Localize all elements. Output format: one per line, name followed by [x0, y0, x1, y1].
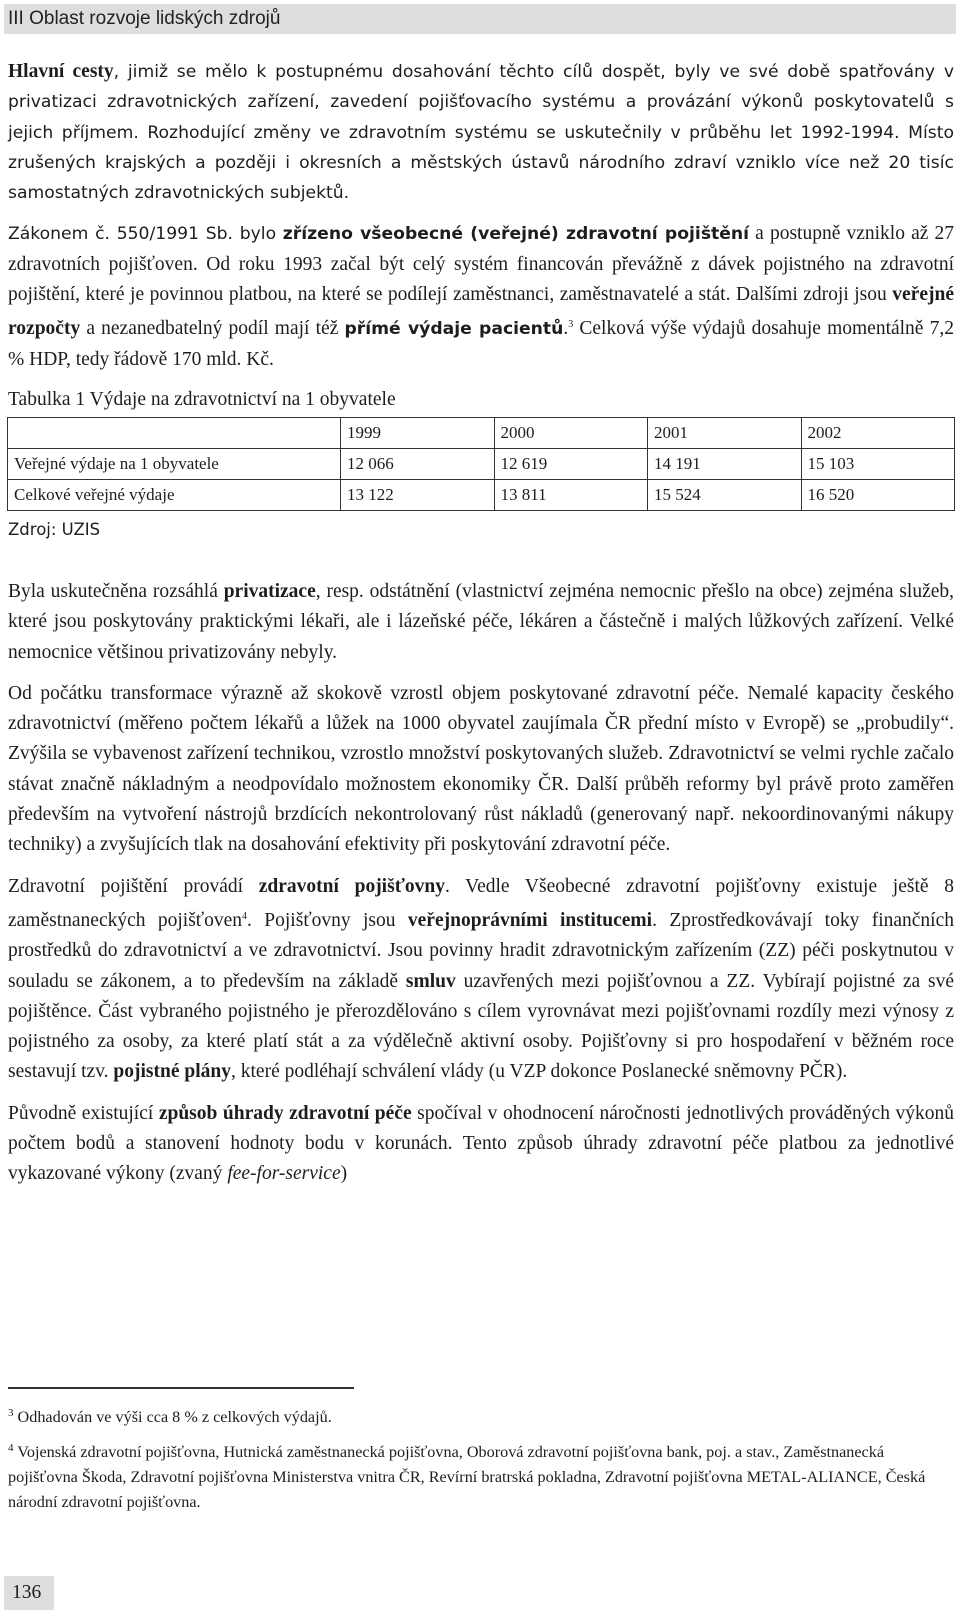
paragraph-text: , jimiž se mělo k postupnému dosahování těchto cílů dospět, byly ve své době spatřovány v privatizaci zdravotnických zařízení, zavedení pojišťovacího systému a provázání výkonů poskytovatelů s jejich příjmem. Rozhodující změny ve zdravotním systému se uskutečnily v průběhu let 1992-1994. Místo zrušených krajských a později i okresních a městských ústavů národního zdraví vzniklo více než 20 tisíc samostatných zdravotnických subjektů.	[8, 62, 954, 204]
footnote-text: Vojenská zdravotní pojišťovna, Hutnická zaměstnanecká pojišťovna, Oborová zdravotní pojišťovna bank, poj. a stav., Zaměstnanecká pojišťovna Škoda, Zdravotní pojišťovna Ministerstva vnitra ČR, Revírní bratrská pokladna, Zdravotní pojišťovna METAL-ALIANCE, Česká národní zdravotní pojišťovna.	[8, 1443, 926, 1511]
paragraph-text: , které podléhají schválení vlády (u VZP dokonce Poslanecké sněmovny PČR).	[231, 1061, 848, 1083]
expenditure-table	[7, 417, 955, 511]
paragraph-text: Zdravotní pojištění provádí	[8, 875, 259, 897]
row-label: Celkové veřejné výdaje	[8, 479, 341, 510]
table-caption: Tabulka 1 Výdaje na zdravotnictví na 1 obyvatele	[8, 388, 396, 410]
footnote-number: 4	[8, 1442, 14, 1454]
year-header: 1999	[341, 417, 495, 448]
table-cell: 12 619	[494, 448, 648, 479]
row-label: Veřejné výdaje na 1 obyvatele	[8, 448, 341, 479]
year-header: 2001	[648, 417, 802, 448]
paragraph-transformation: Od počátku transformace výrazně až skokově vzrostl objem poskytované zdravotní péče. Nemalé kapacity českého zdravotnictví (měřeno počtem lékařů a lůžek na 1000 obyvatel zaujímala ČR přední místo v Evropě) se „probudily“. Zvýšila se vybavenost zařízení technikou, vzrostlo množství poskytovaných služeb. Zdravotnictví se velmi rychle začalo stávat značně nákladným a neodpovídalo možnostem ekonomiky ČR. Další průběh reformy byl právě proto zaměřen především na vytvoření nástrojů brzdících nekontrolovaný růst nákladů (generovaný např. nekoordinovanými nákupy techniky) a zvyšujících tlak na dosahování efektivity při poskytování zdravotní péče.	[8, 682, 954, 856]
paragraph-text: uzavřených mezi pojišťovnou a ZZ. Vybírají pojistné za své pojištěnce. Část vybraného pojistného je přerozdělováno s cílem vyrovnávat mezi pojišťovnami rozdíly mezi výnosy z pojistného za osoby, za které platí stát a za výdělečně aktivní osoby. Pojišťovny si pro hospodaření v běžném roce sestavují tzv.	[8, 970, 954, 1083]
footnote-ref[interactable]: 3	[568, 319, 574, 331]
italic-term: fee-for-service	[227, 1163, 341, 1185]
bold-term: zdravotní pojišťovny	[258, 875, 445, 897]
bold-term: smluv	[405, 970, 456, 992]
paragraph-text: Zákonem č. 550/1991 Sb. bylo	[8, 224, 283, 245]
bold-term: způsob úhrady zdravotní péče	[158, 1102, 412, 1124]
table-row	[8, 479, 955, 510]
paragraph-text: a nezanedbatelný podíl mají též	[80, 318, 345, 340]
table-cell: 14 191	[648, 448, 802, 479]
table-cell: 15 103	[801, 448, 955, 479]
bold-term: zřízeno všeobecné (veřejné) zdravotní pojištění	[282, 224, 750, 245]
table-corner-cell	[8, 417, 341, 448]
footnotes	[8, 1401, 952, 1521]
table-cell: 13 122	[341, 479, 495, 510]
paragraph-text: )	[340, 1163, 348, 1185]
paragraph-text: , resp. odstátnění (vlastnictví zejména nemocnic přešlo na obce) zejména služeb, které jsou poskytovány praktickými lékaři, ale i lázeňské péče, lékáren a částečně i malých lůžkových zařízení. Velké nemocnice většinou privatizovány nebyly.	[8, 580, 954, 663]
footnote-number: 3	[8, 1407, 14, 1419]
paragraph-text: Původně existující	[8, 1102, 159, 1124]
paragraph-main-ways	[8, 57, 954, 208]
bold-term: pojistné plány	[113, 1061, 231, 1083]
paragraph-text: spočíval v ohodnocení náročnosti jednotlivých prováděných výkonů počtem bodů a stanovení hodnoty bodu v korunách. Tento způsob úhrady zdravotní péče platbou za jednotlivé vykazované výkony (zvaný	[8, 1102, 954, 1185]
section-title: III Oblast rozvoje lidských zdrojů	[8, 8, 281, 29]
bold-term: veřejné rozpočty	[8, 284, 954, 340]
bold-term: Hlavní cesty	[8, 61, 114, 82]
paragraph-text: . Pojišťovny jsou	[247, 909, 408, 931]
table-cell: 12 066	[341, 448, 495, 479]
paragraph-text: . Zprostředkovávají toky finančních prostředků do zdravotnictví a ve zdravotnictví. Jsou povinny hradit zdravotnickým zařízením (ZZ) péči poskytnutou v souladu se zákonem, a to především na základě	[8, 909, 955, 992]
year-header: 2002	[801, 417, 955, 448]
table-header-row	[8, 417, 955, 448]
year-header: 2000	[494, 417, 648, 448]
paragraph-text: a postupně vzniklo až 27 zdravotních pojišťoven. Od roku 1993 začal být celý systém financován převážně z dávek pojistného na zdravotní pojištění, které je povinnou platbou, na které se podílejí zaměstnanci, zaměstnavatelé a stát. Dalšími zdroji jsou	[8, 223, 954, 306]
footnote-divider	[8, 1387, 354, 1389]
bold-term: veřejnoprávními institucemi	[407, 909, 653, 931]
footnote-ref[interactable]: 4	[242, 910, 248, 922]
table-cell: 15 524	[648, 479, 802, 510]
paragraph-text: Celková výše výdajů dosahuje momentálně 7,2 % HDP, tedy řádově 170 mld. Kč.	[8, 318, 954, 370]
table-cell: 13 811	[494, 479, 648, 510]
paragraph-text: . Vedle Všeobecné zdravotní pojišťovny existuje ještě 8 zaměstnaneckých pojišťoven	[8, 875, 954, 931]
table-cell: 16 520	[801, 479, 955, 510]
table-source: Zdroj: UZIS	[8, 519, 101, 539]
footnote-4	[8, 1436, 952, 1515]
paragraph-insurance: Zákonem č. 550/1991 Sb. bylo zřízeno všeobecné (veřejné) zdravotní pojištění a postupně vzniklo až 27 zdravotních pojišťoven. Od roku 1993 začal být celý systém financován převážně z dávek pojistného na zdravotní pojištění, které je povinnou platbou, na které se podílejí zaměstnanci, zaměstnavatelé a stát. Dalšími zdroji jsou veřejné rozpočty a nezanedbatelný podíl mají též přímé výdaje pacientů.$^3$ Celková výše výdajů dosahuje momentálně 7,2 % HDP, tedy řádově 170 mld. Kč.	[8, 223, 954, 370]
table-row	[8, 448, 955, 479]
bold-term: privatizace	[223, 580, 316, 602]
bold-term: přímé výdaje pacientů	[344, 319, 564, 340]
footnote-text: Odhadován ve výši cca 8 % z celkových výdajů.	[17, 1408, 332, 1426]
section-header	[4, 4, 956, 34]
page-number: 136	[4, 1576, 54, 1610]
footnote-3	[8, 1401, 952, 1430]
paragraph-insurers	[8, 872, 954, 1088]
page-content	[8, 57, 954, 1201]
paragraph-payment	[8, 1099, 954, 1190]
paragraph-text: Byla uskutečněna rozsáhlá	[8, 580, 224, 602]
paragraph-privatization	[8, 577, 954, 668]
